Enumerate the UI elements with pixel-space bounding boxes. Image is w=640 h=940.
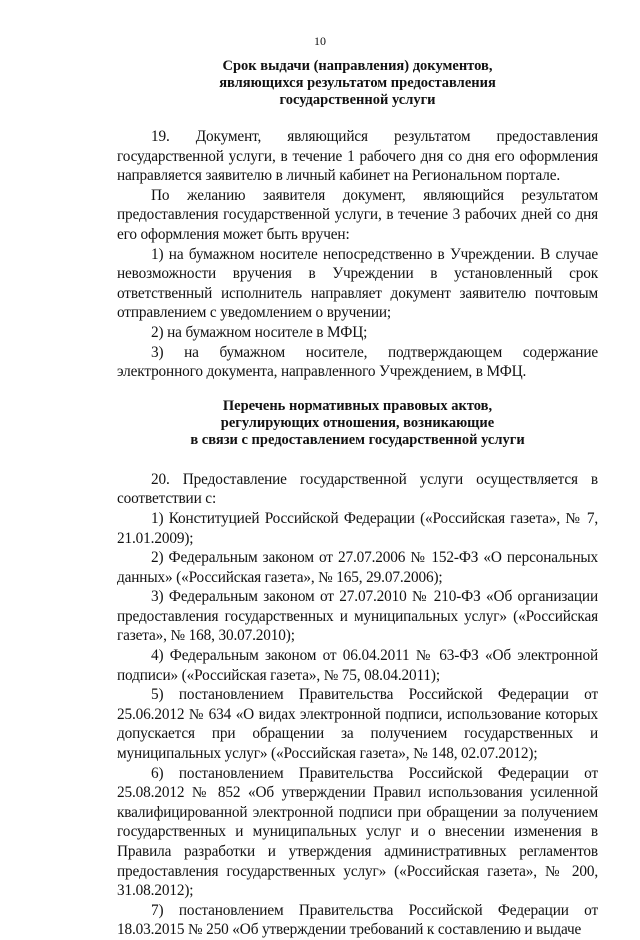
- list-item-3: 3) на бумажном носителе, подтверждающем содержание электронного документа, направленного Учреждением, в МФЦ.: [117, 343, 598, 381]
- heading-line: в связи с предоставлением государственной услуги: [190, 431, 525, 448]
- heading-line: являющихся результатом предоставления: [219, 75, 496, 91]
- legal-act-5: 5) постановлением Правительства Российской Федерации от 25.06.2012 № 634 «О видах электронной подписи, использование которых допускается при обращении за получением государственных и муниципальных услуг» («Российская газета», № 148, 02.07.2012);: [117, 686, 598, 763]
- legal-act-6: 6) постановлением Правительства Российской Федерации от 25.08.2012 № 852 «Об утверждении Правил использования усиленной квалифицированной электронной подписи при обращении за получением государственных и муниципальных услуг и о внесении изменения в Правила разработки и утверждения административных регламентов предоставления государственных услуг» («Российская газета», № 200, 31.08.2012);: [117, 764, 598, 900]
- paragraph-by-request: По желанию заявителя документ, являющийся результатом предоставления государственной услуги, в течение 3 рабочих дней со дня его оформления может быть вручен:: [117, 186, 598, 243]
- heading-line: государственной услуги: [279, 92, 436, 108]
- legal-act-2: 2) Федеральным законом от 27.07.2006 № 152-ФЗ «О персональных данных» («Российская газета», № 165, 29.07.2006);: [117, 549, 598, 586]
- heading-line: Перечень нормативных правовых актов,: [222, 397, 493, 414]
- section-heading-legal-acts: [117, 398, 598, 449]
- legal-act-7: 7) постановлением Правительства Российской Федерации от 18.03.2015 № 250 «Об утверждении требований к составлению и выдаче: [117, 901, 598, 939]
- section-heading-issue-deadline: [117, 0, 598, 109]
- list-item-1: 1) на бумажном носителе непосредственно в Учреждении. В случае невозможности вручения в Учреждении в установленный срок ответственный исполнитель направляет документ заявителю почтовым отправлением с уведомлением о вручении;: [117, 245, 598, 322]
- legal-act-3: 3) Федеральным законом от 27.07.2010 № 210-ФЗ «Об организации предоставления государственных и муниципальных услуг» («Российская газета», № 168, 30.07.2010);: [117, 588, 598, 645]
- section-legal-acts-body: [117, 470, 598, 940]
- legal-act-1: 1) Конституцией Российской Федерации («Российская газета», № 7, 21.01.2009);: [117, 509, 598, 547]
- page-number: 10: [314, 34, 326, 48]
- section-issue-deadline-body: [117, 127, 598, 382]
- paragraph-20: 20. Предоставление государственной услуги осуществляется в соответствии с:: [117, 470, 598, 508]
- heading-line: Срок выдачи (направления) документов,: [222, 58, 493, 74]
- heading-line: регулирующих отношения, возникающие: [220, 414, 495, 431]
- list-item-2: 2) на бумажном носителе в МФЦ;: [151, 323, 368, 341]
- legal-act-4: 4) Федеральным законом от 06.04.2011 № 63-ФЗ «Об электронной подписи» («Российская газета», № 75, 08.04.2011);: [117, 647, 598, 684]
- paragraph-19: 19. Документ, являющийся результатом предоставления государственной услуги, в течение 1 рабочего дня со дня его оформления направляется заявителю в личный кабинет на Региональном портале.: [117, 128, 598, 185]
